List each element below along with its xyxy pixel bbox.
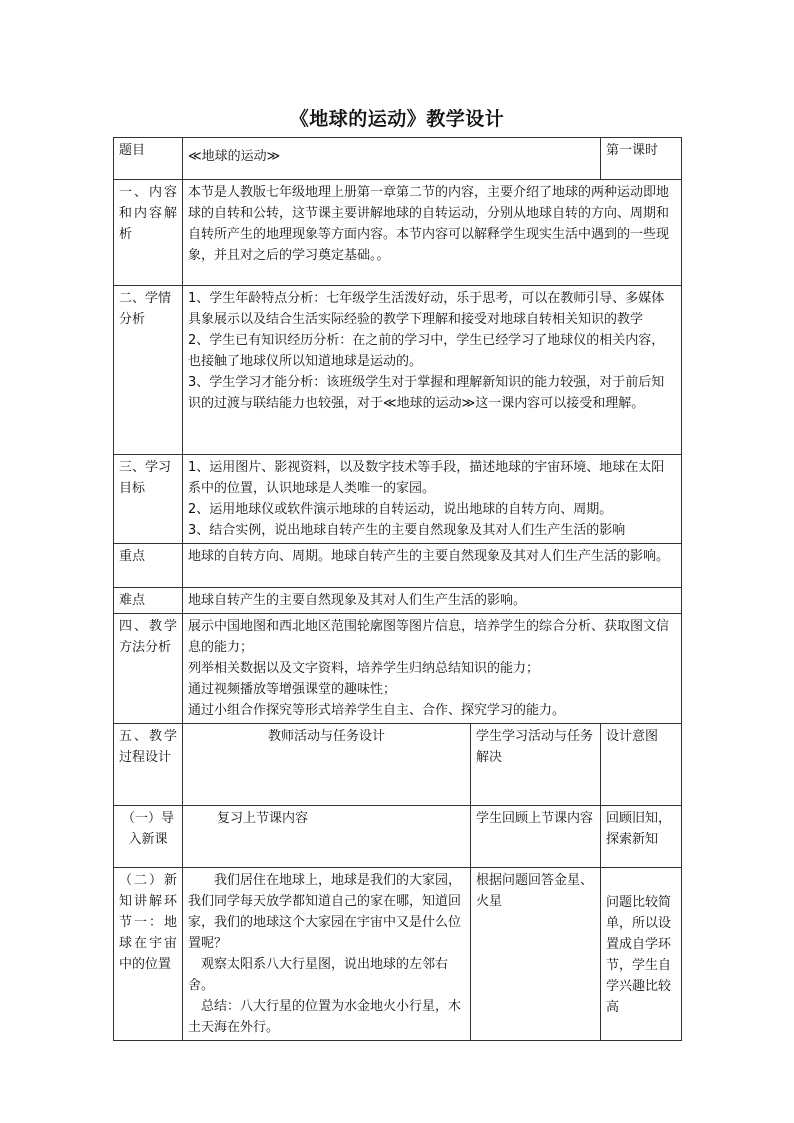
topic-row [114, 138, 682, 180]
difficulties-row [114, 588, 682, 614]
learner-analysis-item: 3、学生学习才能分析：该班级学生对于掌握和理解新知识的能力较强，对于前后知识的过渡与联结能力也较强，对于≪地球的运动≫这一课内容可以接受和理解。 [188, 375, 665, 411]
topic-value: ≪地球的运动≫ [183, 138, 601, 180]
method-item: 通过小组合作探究等形式培养学生自主、合作、探究学习的能力。 [188, 703, 566, 718]
process-row [114, 868, 682, 1041]
methods-body [183, 614, 682, 724]
teacher-activity [183, 868, 471, 1041]
page-title: 《地球的运动》教学设计 [289, 108, 505, 130]
process-label: 五、教学过程设计 [114, 724, 183, 806]
col-intent-header: 设计意图 [601, 724, 682, 806]
key-points-text: 地球的自转方向、周期。地球自转产生的主要自然现象及其对人们生产生活的影响。 [183, 544, 682, 588]
goal-item: 1、运用图片、影视资料，以及数字技术等手段，描述地球的宇宙环境、地球在太阳系中的位置，认识地球是人类唯一的家园。 [188, 460, 665, 496]
goal-item: 2、运用地球仪或软件演示地球的自转运动，说出地球的自转方向、周期。 [188, 502, 613, 517]
process-header-row [114, 724, 682, 806]
learner-analysis-label: 二、学情分析 [114, 286, 183, 455]
learner-analysis-row [114, 286, 682, 455]
methods-label: 四、教学方法分析 [114, 614, 183, 724]
lesson-plan-table [113, 137, 682, 1041]
teacher-paragraph: 总结：八大行星的位置为水金地火小行星，木土天海在外行。 [188, 999, 462, 1035]
stage-label: （一）导入新课 [114, 806, 183, 868]
lesson-number: 第一课时 [601, 138, 682, 180]
method-item: 通过视频播放等增强课堂的趣味性； [188, 682, 397, 697]
method-item: 展示中国地图和西北地区范围轮廓图等图片信息，培养学生的综合分析、获取图文信息的能力； [188, 619, 670, 655]
learner-analysis-item: 1、学生年龄特点分析：七年级学生活泼好动，乐于思考，可以在教师引导、多媒体具象展示以及结合生活实际经验的教学下理解和接受对地球自转相关知识的教学 [188, 291, 665, 327]
content-analysis-label: 一、内容和内容解析 [114, 180, 183, 286]
col-teacher-header: 教师活动与任务设计 [183, 724, 471, 806]
col-student-header: 学生学习活动与任务解决 [471, 724, 601, 806]
teacher-paragraph: 观察太阳系八大行星图，说出地球的左邻右舍。 [188, 957, 449, 993]
difficulties-text: 地球自转产生的主要自然现象及其对人们生产生活的影响。 [183, 588, 682, 614]
learner-analysis-item: 2、学生已有知识经历分析：在之前的学习中，学生已经学习了地球仪的相关内容，也接触了地球仪所以知道地球是运动的。 [188, 333, 665, 369]
process-row [114, 806, 682, 868]
design-intent: 问题比较简单，所以设置成自学环节，学生自学兴趣比较高 [601, 868, 682, 1041]
goals-label: 三、学习目标 [114, 455, 183, 544]
teacher-paragraph: 我们居住在地球上，地球是我们的大家园，我们同学每天放学都知道自己的家在哪，知道回家，我们的地球这个大家园在宇宙中又是什么位置呢？ [188, 873, 462, 951]
learner-analysis-body [183, 286, 682, 455]
goals-row [114, 455, 682, 544]
topic-label: 题目 [114, 138, 183, 180]
goal-item: 3、结合实例，说出地球自转产生的主要自然现象及其对人们生产生活的影响 [188, 523, 626, 538]
stage-label: （二）新知讲解环节一：地球在宇宙中的位置 [114, 868, 183, 1041]
student-activity: 学生回顾上节课内容 [471, 806, 601, 868]
key-points-label: 重点 [114, 544, 183, 588]
difficulties-label: 难点 [114, 588, 183, 614]
student-activity: 根据问题回答金星、火星 [471, 868, 601, 1041]
methods-row [114, 614, 682, 724]
teacher-activity: 复习上节课内容 [183, 806, 471, 868]
goals-body [183, 455, 682, 544]
key-points-row [114, 544, 682, 588]
design-intent: 回顾旧知，探索新知 [601, 806, 682, 868]
content-analysis-text: 本节是人教版七年级地理上册第一章第二节的内容，主要介绍了地球的两种运动即地球的自转和公转，这节课主要讲解地球的自转运动，分别从地球自转的方向、周期和自转所产生的地理现象等方面内容。本节内容可以解释学生现实生活中遇到的一些现象，并且对之后的学习奠定基础。。 [183, 180, 682, 286]
method-item: 列举相关数据以及文字资料，培养学生归纳总结知识的能力； [188, 661, 540, 676]
content-analysis-row [114, 180, 682, 286]
